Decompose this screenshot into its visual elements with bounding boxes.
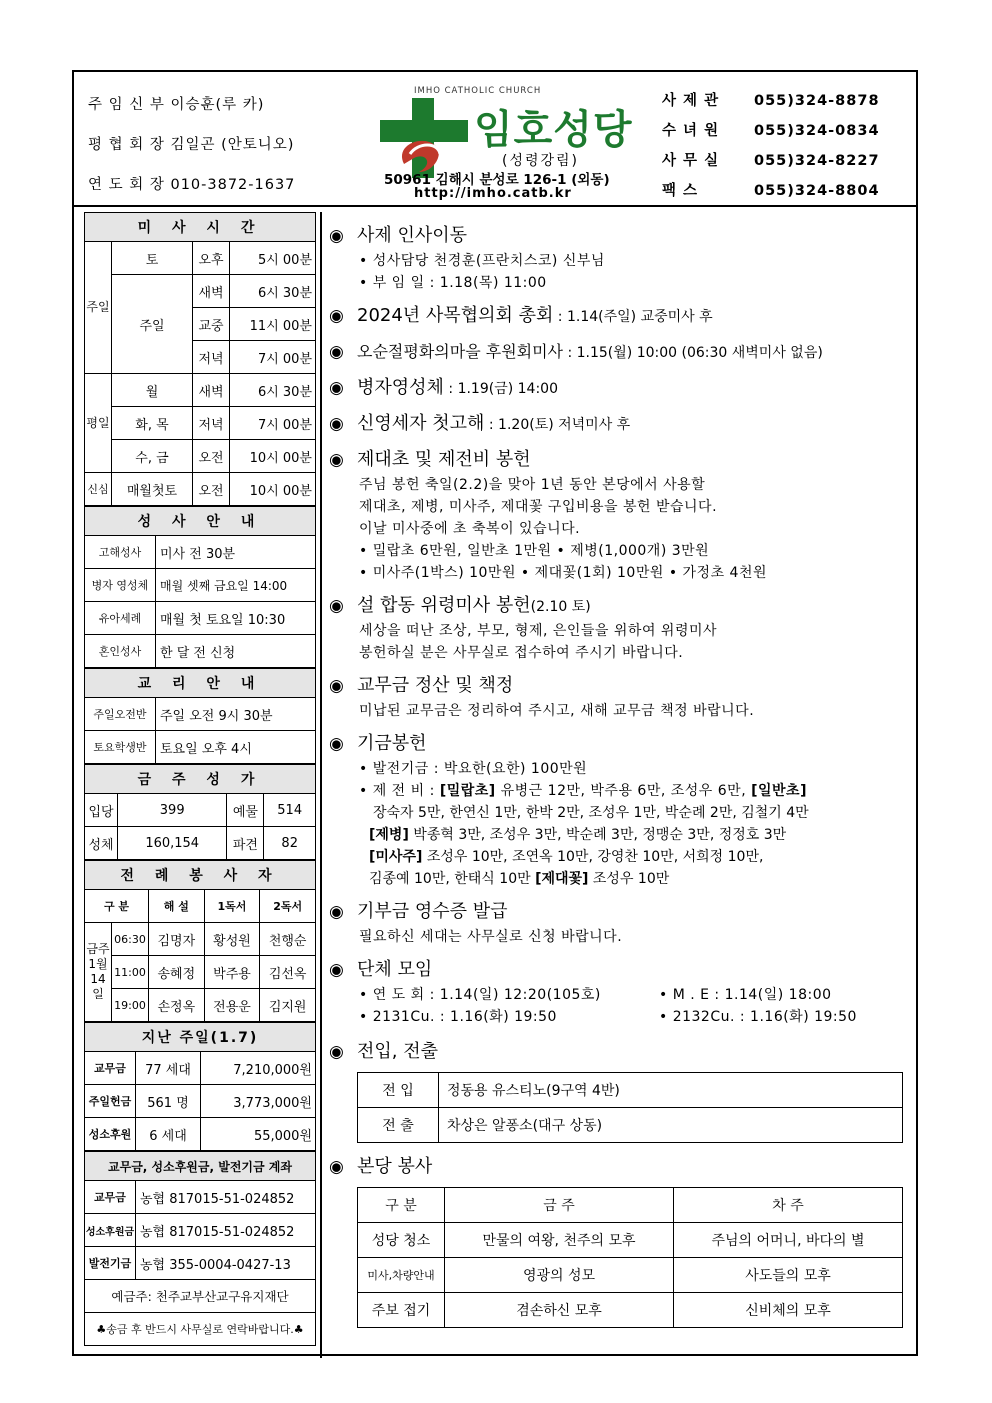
church-subtitle: (성령강림) — [502, 153, 580, 169]
server-name: 김선옥 — [260, 956, 316, 989]
bullet-icon: ◉ — [329, 226, 344, 246]
notice-sick-communion — [329, 374, 911, 402]
bullet-icon: ◉ — [329, 960, 344, 980]
pastor-line: 주 임 신 부 이승훈(루 카) — [88, 97, 265, 113]
mass-time: 5시 00분 — [230, 242, 316, 275]
notice-title: 제대초 및 제전비 봉헌 — [357, 449, 531, 470]
contact-rectory: 사 제 관 055)324-8878 — [662, 93, 880, 109]
sacrament-name: 병자 영성체 — [85, 569, 156, 602]
account-info: 농협 817015-51-024852 — [136, 1214, 316, 1247]
hymn-number: 82 — [264, 827, 316, 860]
mass-day: 화, 목 — [112, 407, 193, 440]
notice-title: 2024년 사목협의회 총회 — [357, 305, 554, 326]
mass-slot: 새벽 — [193, 374, 230, 407]
duty-table — [357, 1187, 903, 1328]
account-name: 발전기금 — [85, 1247, 136, 1280]
bullet-icon: ◉ — [329, 596, 344, 616]
mass-slot: 오전 — [193, 473, 230, 506]
notice-title: 신영세자 첫고해 — [357, 413, 485, 434]
server-name: 김명자 — [149, 923, 205, 956]
bullet-icon: ◉ — [329, 414, 344, 434]
mass-slot: 교중 — [193, 308, 230, 341]
council-line: 평 협 회 장 김일곤 (안토니오) — [88, 137, 295, 153]
account-name: 교무금 — [85, 1181, 136, 1214]
account-info: 농협 355-0004-0427-13 — [136, 1247, 316, 1280]
notice-title: 병자영성체 — [357, 377, 444, 398]
notice-title: 기금봉헌 — [357, 733, 427, 754]
account-name: 성소후원금 — [85, 1214, 136, 1247]
notice-line: • 미사주(1박스) 10만원 • 제대꽃(1회) 10만원 • 가정초 4천원 — [359, 565, 768, 581]
notice-line: 봉헌하실 분은 사무실로 접수하여 주시기 바랍니다. — [359, 645, 684, 661]
servers-date: 금주 1월 14일 — [85, 923, 112, 1022]
mass-day: 매월첫토 — [112, 473, 193, 506]
duty-next-week: 주님의 어머니, 바다의 별 — [674, 1223, 903, 1258]
sidebar — [84, 212, 316, 1346]
notice-altar-offering — [329, 446, 911, 584]
doctrine-info: 토요일 오후 4시 — [156, 731, 316, 764]
sacrament-name: 유아세례 — [85, 602, 156, 635]
sacrament-title: 성 사 안 내 — [85, 507, 316, 536]
notice-title: 설 합동 위령미사 봉헌 — [357, 595, 531, 616]
mass-time: 11시 00분 — [230, 308, 316, 341]
offering-name: 주일헌금 — [85, 1085, 136, 1118]
mass-time: 6시 30분 — [230, 374, 316, 407]
church-address: 50961 김해시 분성로 126-1 (외동) — [384, 172, 610, 188]
bullet-icon: ◉ — [329, 902, 344, 922]
duty-name: 주보 접기 — [358, 1293, 445, 1328]
notice-note: : 1.20(토) 저녁미사 후 — [484, 417, 631, 433]
notice-line: [제병] 박종혁 3만, 조성우 3만, 박순례 3만, 정맹순 3만, 정정호 3만 — [369, 827, 787, 843]
notice-note: : 1.14(주일) 교중미사 후 — [553, 309, 713, 325]
mass-title: 미 사 시 간 — [85, 213, 316, 242]
sacrament-info: 미사 전 30분 — [156, 536, 316, 569]
mass-slot: 새벽 — [193, 275, 230, 308]
server-name: 송혜정 — [149, 956, 205, 989]
duty-name: 성당 청소 — [358, 1223, 445, 1258]
sacrament-info: 매월 첫 토요일 10:30 — [156, 602, 316, 635]
mass-day: 토 — [112, 242, 193, 275]
contact-fax: 팩 스 055)324-8804 — [662, 183, 880, 199]
notice-line: • 2131Cu. : 1.16(화) 19:50 • 2132Cu. : 1.16(화) 19:50 — [359, 1009, 857, 1025]
doctrine-name: 주일오전반 — [85, 698, 156, 731]
hymn-number: 514 — [264, 794, 316, 827]
doctrine-info: 주일 오전 9시 30분 — [156, 698, 316, 731]
notice-title: 기부금 영수증 발급 — [357, 901, 508, 922]
doctrine-title: 교 리 안 내 — [85, 669, 316, 698]
offering-count: 561 명 — [136, 1085, 201, 1118]
duty-this-week: 영광의 성모 — [445, 1258, 674, 1293]
bulletin-page — [72, 70, 918, 1356]
notice-donations — [329, 730, 911, 890]
notice-line: 필요하신 세대는 사무실로 신청 바랍니다. — [359, 929, 623, 945]
bullet-icon: ◉ — [329, 1042, 344, 1062]
duty-next-week: 사도들의 모후 — [674, 1258, 903, 1293]
notice-line: • 연 도 회 : 1.14(일) 12:20(105호) • M . E : 1.14(일) 18:00 — [359, 987, 832, 1003]
server-name: 천행순 — [260, 923, 316, 956]
notice-line: • 제 전 비 : [밀랍초] 유병근 12만, 박주용 6만, 조성우 6만, [일반초] — [359, 783, 807, 799]
notice-transfers — [329, 1038, 911, 1143]
notice-group-meetings — [329, 956, 911, 1028]
servers-header: 구 분 — [85, 890, 149, 923]
header — [74, 72, 916, 207]
account-info: 농협 817015-51-024852 — [136, 1181, 316, 1214]
hymn-label: 예물 — [227, 794, 264, 827]
notice-note: (2.10 토) — [530, 599, 591, 615]
notice-receipt — [329, 898, 911, 948]
hymn-label: 파견 — [227, 827, 264, 860]
offering-amount: 55,000원 — [201, 1118, 316, 1151]
notice-line: 김종예 10만, 한태식 10만 [제대꽃] 조성우 10만 — [369, 871, 670, 887]
church-name: 임호성당 — [474, 107, 633, 153]
mass-time: 6시 30분 — [230, 275, 316, 308]
transfer-label: 전 출 — [358, 1108, 439, 1143]
sacrament-table — [84, 506, 316, 668]
notice-parish-service — [329, 1153, 911, 1328]
sacrament-name: 혼인성사 — [85, 635, 156, 668]
hymn-title: 금 주 성 가 — [85, 765, 316, 794]
bullet-icon: ◉ — [329, 734, 344, 754]
sacrament-name: 고해성사 — [85, 536, 156, 569]
notice-note: : 1.15(월) 10:00 (06:30 새벽미사 없음) — [563, 345, 823, 361]
duty-name: 미사,차량안내 — [358, 1258, 445, 1293]
mass-time: 10시 00분 — [230, 473, 316, 506]
servers-header: 1독서 — [204, 890, 260, 923]
servers-title: 전 례 봉 사 자 — [85, 861, 316, 890]
duty-header: 금 주 — [445, 1188, 674, 1223]
notice-line: • 발전기금 : 박요한(요한) 100만원 — [359, 761, 588, 777]
church-url[interactable]: http://imho.catb.kr — [414, 186, 572, 201]
server-time: 11:00 — [112, 956, 149, 989]
duty-next-week: 신비체의 모후 — [674, 1293, 903, 1328]
yeondo-line: 연 도 회 장 010-3872-1637 — [88, 177, 296, 193]
last-week-title: 지난 주일(1.7) — [85, 1023, 316, 1052]
notice-line: 제대초, 제병, 미사주, 제대꽃 구입비용을 봉헌 받습니다. — [359, 499, 718, 515]
notice-council — [329, 302, 911, 330]
server-time: 19:00 — [112, 989, 149, 1022]
notice-first-confession — [329, 410, 911, 438]
notice-line: • 부 임 일 : 1.18(목) 11:00 — [359, 275, 547, 291]
logo-arc-text: IMHO CATHOLIC CHURCH — [414, 86, 542, 96]
mass-slot: 오전 — [193, 440, 230, 473]
mass-time: 7시 00분 — [230, 407, 316, 440]
notice-title: 단체 모임 — [357, 959, 433, 980]
doctrine-table — [84, 668, 316, 764]
duty-this-week: 만물의 여왕, 천주의 모후 — [445, 1223, 674, 1258]
notice-title: 오순절평화의마을 후원회미사 — [357, 342, 564, 361]
server-name: 김지원 — [260, 989, 316, 1022]
devotion-group-label: 신심 — [85, 473, 112, 506]
mass-slot: 저녁 — [193, 407, 230, 440]
depositor: 예금주: 천주교부산교구유지재단 — [85, 1280, 316, 1313]
offering-name: 성소후원 — [85, 1118, 136, 1151]
notice-priest-transfer — [329, 222, 911, 294]
notice-title: 본당 봉사 — [357, 1156, 433, 1177]
duty-header: 구 분 — [358, 1188, 445, 1223]
staff-info — [88, 90, 358, 210]
servers-header: 해 설 — [149, 890, 205, 923]
contact-list — [662, 86, 912, 206]
server-name: 박주용 — [204, 956, 260, 989]
hymn-table — [84, 764, 316, 860]
offering-count: 6 세대 — [136, 1118, 201, 1151]
offering-count: 77 세대 — [136, 1052, 201, 1085]
notice-line: 세상을 떠난 조상, 부모, 형제, 은인들을 위하여 위령미사 — [359, 623, 718, 639]
bullet-icon: ◉ — [329, 342, 344, 362]
notice-memorial-mass — [329, 592, 911, 664]
hymn-label: 입당 — [85, 794, 118, 827]
duty-this-week: 겸손하신 모후 — [445, 1293, 674, 1328]
weekday-group-label: 평일 — [85, 374, 112, 473]
bullet-icon: ◉ — [329, 306, 344, 326]
hymn-number: 399 — [118, 794, 227, 827]
notice-line: 미납된 교무금은 정리하여 주시고, 새해 교무금 책정 바랍니다. — [359, 703, 755, 719]
notice-title: 사제 인사이동 — [357, 225, 468, 246]
mass-day: 수, 금 — [112, 440, 193, 473]
bullet-icon: ◉ — [329, 676, 344, 696]
mass-slot: 오후 — [193, 242, 230, 275]
notice-line: • 성사담당 천경훈(프란치스코) 신부님 — [359, 253, 605, 269]
notice-line: 이날 미사중에 초 축복이 있습니다. — [359, 521, 581, 537]
server-time: 06:30 — [112, 923, 149, 956]
transfer-label: 전 입 — [358, 1073, 439, 1108]
hymn-number: 160,154 — [118, 827, 227, 860]
mass-time: 10시 00분 — [230, 440, 316, 473]
transfer-value: 차상은 알퐁소(대구 상동) — [439, 1108, 903, 1143]
sacrament-info: 한 달 전 신청 — [156, 635, 316, 668]
transfer-notice: ♣송금 후 반드시 사무실로 연락바랍니다.♣ — [85, 1313, 316, 1346]
contact-convent: 수 녀 원 055)324-0834 — [662, 123, 880, 139]
transfer-value: 정동용 유스티노(9구역 4반) — [439, 1073, 903, 1108]
sacrament-info: 매월 셋째 금요일 14:00 — [156, 569, 316, 602]
sunday-group-label: 주일 — [85, 242, 112, 374]
notices — [329, 222, 911, 1328]
notice-note: : 1.19(금) 14:00 — [443, 381, 558, 397]
mass-time: 7시 00분 — [230, 341, 316, 374]
account-title: 교무금, 성소후원금, 발전기금 계좌 — [85, 1152, 316, 1181]
bullet-icon: ◉ — [329, 450, 344, 470]
servers-table — [84, 860, 316, 1022]
server-name: 황성원 — [204, 923, 260, 956]
mass-day: 주일 — [112, 275, 193, 374]
hymn-label: 성체 — [85, 827, 118, 860]
doctrine-name: 토요학생반 — [85, 731, 156, 764]
notice-line: [미사주] 조성우 10만, 조연옥 10만, 강영찬 10만, 서희정 10만, — [369, 849, 764, 865]
mass-slot: 저녁 — [193, 341, 230, 374]
last-week-table — [84, 1022, 316, 1151]
notice-title: 전입, 전출 — [357, 1041, 438, 1062]
mass-schedule-table — [84, 212, 316, 506]
notice-support-mass — [329, 338, 911, 366]
bullet-icon: ◉ — [329, 378, 344, 398]
notice-line: 장숙자 5만, 한연신 1만, 한박 2만, 조성우 1만, 박순례 2만, 김철기 4만 — [373, 805, 809, 821]
offering-amount: 3,773,000원 — [201, 1085, 316, 1118]
server-name: 전용운 — [204, 989, 260, 1022]
church-logo — [374, 84, 644, 202]
notice-line: 주님 봉헌 축일(2.2)을 맞아 1년 동안 본당에서 사용할 — [359, 477, 706, 493]
offering-amount: 7,210,000원 — [201, 1052, 316, 1085]
account-table — [84, 1151, 316, 1346]
notice-line: • 밀랍초 6만원, 일반초 1만원 • 제병(1,000개) 3만원 — [359, 543, 710, 559]
duty-header: 차 주 — [674, 1188, 903, 1223]
transfer-table — [357, 1072, 903, 1143]
notice-title: 교무금 정산 및 책정 — [357, 675, 514, 696]
servers-header: 2독서 — [260, 890, 316, 923]
bullet-icon: ◉ — [329, 1157, 344, 1177]
contact-office: 사 무 실 055)324-8227 — [662, 153, 880, 169]
server-name: 손정옥 — [149, 989, 205, 1022]
notice-dues — [329, 672, 911, 722]
column-divider — [320, 212, 322, 1358]
mass-day: 월 — [112, 374, 193, 407]
offering-name: 교무금 — [85, 1052, 136, 1085]
